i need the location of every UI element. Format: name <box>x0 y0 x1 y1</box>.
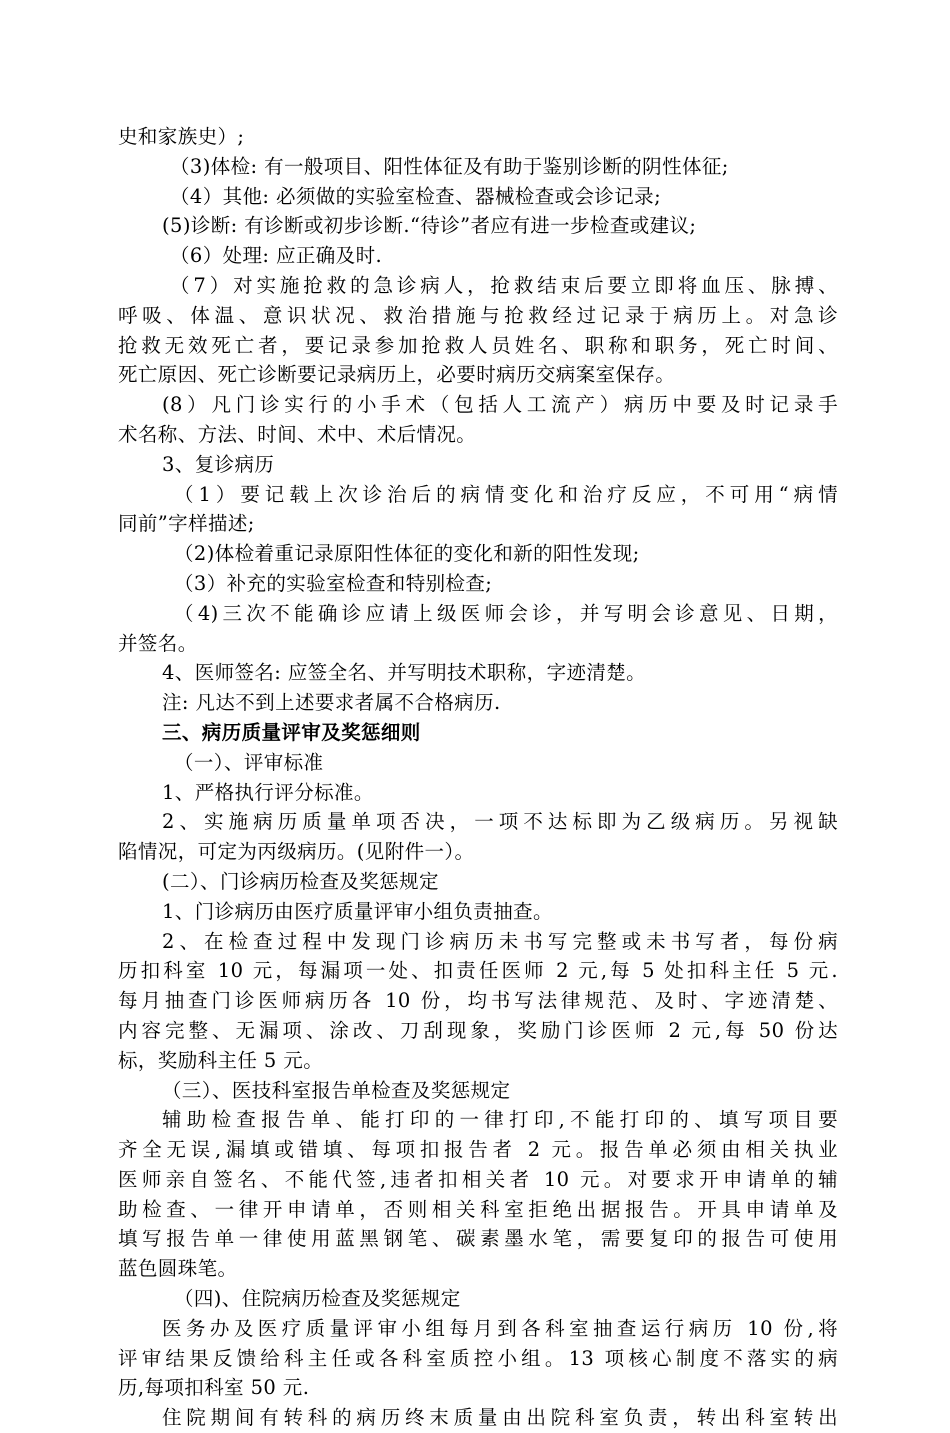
paragraph-line: 助检查、一律开申请单，否则相关科室拒绝出据报告。开具申请单及 <box>118 1197 838 1221</box>
paragraph-line: 呼吸、体温、意识状况、救治措施与抢救经过记录于病历上。对急诊 <box>118 303 838 327</box>
paragraph-line: 辅助检查报告单、能打印的一律打印,不能打印的、填写项目要 <box>162 1108 838 1132</box>
paragraph-line: 同前”字样描述; <box>118 512 255 536</box>
paragraph-line: 医师亲自签名、不能代签,违者扣相关者 10 元。对要求开申请单的辅 <box>118 1167 838 1191</box>
paragraph-line: 蓝色圆珠笔。 <box>118 1257 238 1281</box>
paragraph-line: 1、严格执行评分标准。 <box>162 780 374 804</box>
paragraph-line: 历,每项扣科室 50 元. <box>118 1376 310 1400</box>
paragraph-line: 史和家族史）; <box>118 125 245 148</box>
paragraph-line: （1）要记载上次诊治后的病情变化和治疗反应，不可用“病情 <box>174 482 838 506</box>
paragraph-line: (5)诊断: 有诊断或初步诊断.“待诊”者应有进一步检查或建议; <box>162 214 697 238</box>
paragraph-line: 抢救无效死亡者，要记录参加抢救人员姓名、职称和职务，死亡时间、 <box>118 333 838 357</box>
paragraph-line: （2)体检着重记录原阳性体征的变化和新的阳性发现; <box>174 542 640 566</box>
section-heading: 4、医师签名: 应签全名、并写明技术职称，字迹清楚。 <box>162 661 647 685</box>
chapter-heading: 三、病历质量评审及奖惩细则 <box>162 720 421 744</box>
paragraph-line: （4)三次不能确诊应请上级医师会诊，并写明会诊意见、日期， <box>174 601 838 625</box>
paragraph-line: （3)体检: 有一般项目、阳性体征及有助于鉴别诊断的阴性体征; <box>170 154 729 178</box>
paragraph-line: 死亡原因、死亡诊断要记录病历上，必要时病历交病案室保存。 <box>118 363 676 387</box>
paragraph-line: 历扣科室 10 元，每漏项一处、扣责任医师 2 元,每 5 处扣科主任 5 元. <box>118 959 838 983</box>
paragraph-line: （3）补充的实验室检查和特别检查; <box>174 571 493 595</box>
paragraph-line: 标，奖励科主任 5 元。 <box>118 1048 324 1072</box>
paragraph-line: 2、在检查过程中发现门诊病历未书写完整或未书写者，每份病 <box>162 929 838 953</box>
subsection-heading: （三）、医技科室报告单检查及奖惩规定 <box>162 1078 511 1102</box>
paragraph-line: 术名称、方法、时间、术中、术后情况。 <box>118 422 477 446</box>
paragraph-line: 陷情况，可定为丙级病历。(见附件一）。 <box>118 840 475 864</box>
section-heading: 3、复诊病历 <box>162 452 275 476</box>
subsection-heading: (二）、门诊病历检查及奖惩规定 <box>162 869 439 893</box>
paragraph-line: 并签名。 <box>118 631 198 655</box>
document-page <box>118 122 838 1433</box>
subsection-heading: （四)、住院病历检查及奖惩规定 <box>174 1287 461 1311</box>
paragraph-line: 医务办及医疗质量评审小组每月到各科室抽查运行病历 10 份,将 <box>162 1316 838 1340</box>
paragraph-line: （6）处理: 应正确及时. <box>170 244 383 268</box>
paragraph-line: 住院期间有转科的病历终末质量由出院科室负责，转出科室转出 <box>162 1406 838 1430</box>
paragraph-line: 评审结果反馈给科主任或各科室质控小组。13 项核心制度不落实的病 <box>118 1346 838 1370</box>
paragraph-line: 内容完整、无漏项、涂改、刀刮现象，奖励门诊医师 2 元,每 50 份达 <box>118 1018 838 1042</box>
paragraph-line: （7）对实施抢救的急诊病人，抢救结束后要立即将血压、脉搏、 <box>170 273 838 297</box>
paragraph-line: 2、实施病历质量单项否决，一项不达标即为乙级病历。另视缺 <box>162 810 838 834</box>
paragraph-line: 填写报告单一律使用蓝黑钢笔、碳素墨水笔，需要复印的报告可使用 <box>118 1227 838 1251</box>
note-line: 注: 凡达不到上述要求者属不合格病历. <box>162 691 501 715</box>
paragraph-line: 齐全无误,漏填或错填、每项扣报告者 2 元。报告单必须由相关执业 <box>118 1138 838 1162</box>
paragraph-line: （4）其他: 必须做的实验室检查、器械检查或会诊记录; <box>170 184 662 208</box>
paragraph-line: 1、门诊病历由医疗质量评审小组负责抽查。 <box>162 899 553 923</box>
paragraph-line: 每月抽查门诊医师病历各 10 份，均书写法律规范、及时、字迹清楚、 <box>118 989 838 1013</box>
subsection-heading: （一）、评审标准 <box>174 750 324 774</box>
paragraph-line: (8）凡门诊实行的小手术（包括人工流产）病历中要及时记录手 <box>162 393 838 417</box>
